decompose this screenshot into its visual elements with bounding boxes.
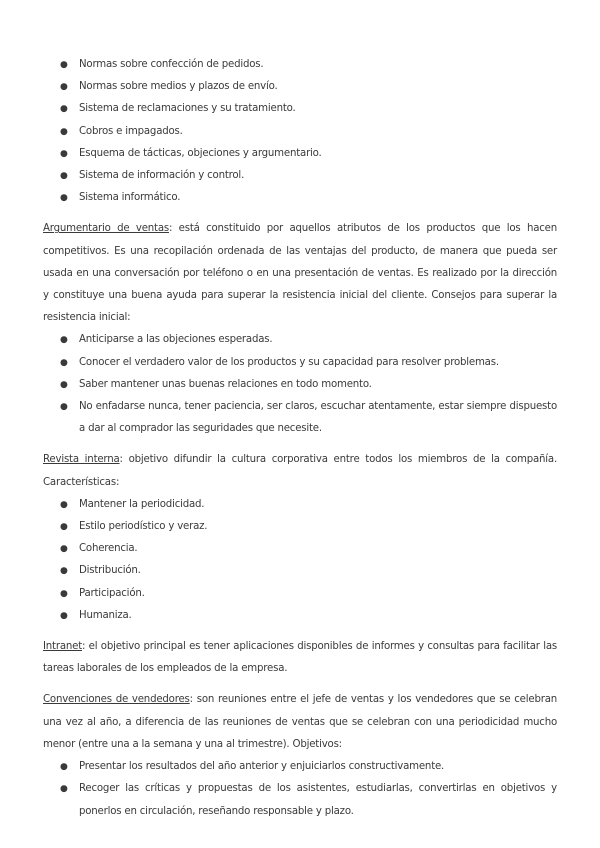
list-item: ● Sistema informático. (43, 187, 557, 209)
term-heading: Revista interna (43, 454, 120, 466)
section-convenciones (43, 689, 557, 822)
paragraph: Revista interna: objetivo difundir la cultura corporativa entre todos los miembros de la compañía. Características: (43, 454, 557, 488)
list-item: ● Normas sobre confección de pedidos. (43, 54, 557, 76)
bullet-icon: ● (60, 126, 68, 137)
bullet-icon: ● (60, 499, 68, 510)
term-heading: Intranet (43, 641, 83, 653)
bullet-icon: ● (60, 784, 68, 795)
bullet-icon: ● (60, 171, 68, 182)
bullet-icon: ● (60, 544, 68, 555)
list-item: ● Anticiparse a las objeciones esperadas. (43, 329, 557, 351)
list-item: ● Normas sobre medios y plazos de envío. (43, 76, 557, 98)
paragraph: Argumentario de ventas: está constituido por aquellos atributos de los productos que los hacen competitivos. Es una recopilación ordenada de las ventajas del producto, de manera que pueda ser usada en una conversación por teléfono o en una presentación de ventas. Es realizado por la dirección y constituye una buena ayuda para superar la resistencia inicial del cliente. Consejos para superar la resistencia inicial: (43, 223, 557, 324)
list-item: ● Saber mantener unas buenas relaciones en todo momento. (43, 374, 557, 396)
bullet-icon: ● (60, 193, 68, 204)
bullet-icon: ● (60, 762, 68, 773)
list-item: ● Recoger las críticas y propuestas de los asistentes, estudiarlas, convertirlas en objetivos y ponerlos en circulación, reseñando responsable y plazo. (43, 778, 557, 822)
list-item: ● Sistema de reclamaciones y su tratamiento. (43, 98, 557, 120)
list-objetivos (43, 756, 557, 823)
section-argumentario (43, 218, 557, 440)
list-item: ● Mantener la periodicidad. (43, 494, 557, 516)
bullet-icon: ● (60, 335, 68, 346)
bullet-icon: ● (60, 379, 68, 390)
paragraph: Convenciones de vendedores: son reuniones entre el jefe de ventas y los vendedores que se celebran una vez al año, a diferencia de las reuniones de ventas que se celebran con una periodicidad mucho menor (entre una a la semana y una al trimestre). Objetivos: (43, 694, 557, 750)
list-item: ● Presentar los resultados del año anterior y enjuiciarlos constructivamente. (43, 756, 557, 778)
list-item: ● Participación. (43, 583, 557, 605)
bullet-icon: ● (60, 60, 68, 70)
bullet-icon: ● (60, 82, 68, 93)
list-item: ● Estilo periodístico y veraz. (43, 516, 557, 538)
bullet-icon: ● (60, 522, 68, 533)
bullet-icon: ● (60, 148, 68, 159)
list-caracteristicas (43, 494, 557, 627)
list-item: ● Conocer el verdadero valor de los productos y su capacidad para resolver problemas. (43, 352, 557, 374)
section-revista (43, 449, 557, 627)
list-consejos (43, 329, 557, 440)
section-intranet (43, 636, 557, 680)
page-content (43, 54, 557, 823)
list-item: ● Esquema de tácticas, objeciones y argumentario. (43, 143, 557, 165)
bullet-icon: ● (60, 566, 68, 577)
bullet-icon: ● (60, 610, 68, 621)
list-item: ● Distribución. (43, 560, 557, 582)
list-item: ● No enfadarse nunca, tener paciencia, ser claros, escuchar atentamente, estar siempre dispuesto a dar al comprador las seguridades que necesite. (43, 396, 557, 440)
list-item: ● Sistema de información y control. (43, 165, 557, 187)
bullet-icon: ● (60, 402, 68, 413)
bullet-icon: ● (60, 104, 68, 115)
term-heading: Convenciones de vendedores (43, 694, 190, 706)
term-heading: Argumentario de ventas (43, 223, 169, 235)
list-item: ● Coherencia. (43, 538, 557, 560)
bullet-icon: ● (60, 588, 68, 599)
bullet-icon: ● (60, 357, 68, 368)
list-item: ● Humaniza. (43, 605, 557, 627)
paragraph: Intranet: el objetivo principal es tener aplicaciones disponibles de informes y consultas para facilitar las tareas laborales de los empleados de la empresa. (43, 641, 557, 675)
list-item: ● Cobros e impagados. (43, 121, 557, 143)
list-intro (43, 54, 557, 209)
